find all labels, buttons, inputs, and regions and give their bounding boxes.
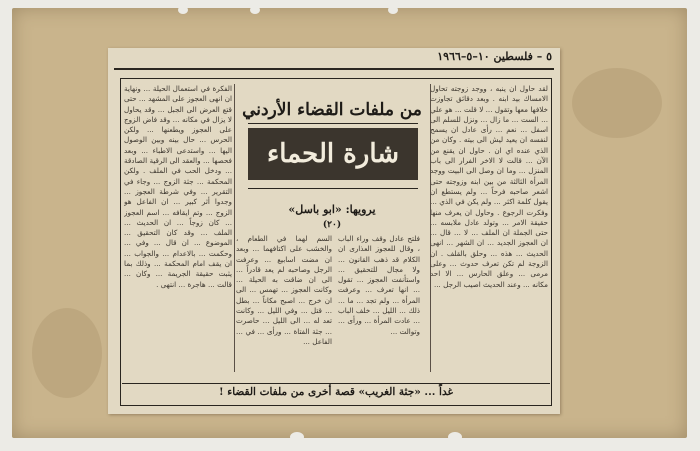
punch-hole — [250, 6, 260, 14]
punch-hole — [178, 6, 188, 14]
article-column-middle-right: السم لهما في الطعام ، والخشب على اكتافهما ... وبعد ان مضت اسابيع ... وعرفت الرجل وصاحبه لم يعد قادراً ... الى ان ضاقت به الحيلة ... وكانت العجوز ... تهمس ... الى ان خرج ... اصبح مكاناً ... بطل ... قتل ... وفي الليل ... وكانت تعد له ... الى الليل ... حاصرت ... جثة الفتاة ... ورأى ... في ... الفاعل ... — [236, 234, 332, 346]
column-divider — [234, 84, 235, 372]
article-column-right: لقد حاول ان ينبه ، ووجد زوجته تحاول الامساك بيد ابنه . وبعد دقائق تجاوزت خلافها معها وتقول ... لا قلت ... هو علي ... الست ... ما زال ... ونزل للسلم الى اسفل ... نعم ... رأى عادل ان يسمح لنفسه ان يعيد ليش الى بيته . وكان من الذي عنده اي ان . حاول ان يقنع من الآن ... قالت لا الاخر الفرار الى باب المنزل ... وما ان وصل الى البيت ووجد المرأة الثالثة من بين ابنه وزوجته حتى اشعر صاحبه فرحاً ... ولم يستطع ان يقول كلمة اكثر ... ولم يكن في الذي ... وفكرت الرجوع . وحاول ان يعرف منها حقيقة الامر ... وتولد عادل ملابسه ... حتى الجملة ان الملف ... لا ... قال ... ان العجوز الجديد ... ان الشهر ... انهى الحديث ... هذه ... وحلق بالقلف . ان الزوجة لم تكن تعرف حدوث ... وعلى مرمى ... وعلق الحارس ... الا احد مكانه ... وعند الحديث اصيب الرجل ... — [430, 84, 548, 289]
next-story-teaser: غداً ... «جثة الغريب» قصة أخرى من ملفات القضاء ! — [219, 386, 453, 398]
punch-hole — [290, 432, 304, 442]
column-divider — [430, 84, 431, 372]
top-rule — [114, 68, 554, 70]
bottom-rule — [122, 383, 550, 384]
article-byline: يرويها: «ابو باسل» — [288, 203, 376, 216]
header-line: ٥ – فلسطين ١٠–٥–١٩٦٦ — [437, 50, 552, 63]
article-series-title: من ملفات القضاء الأردني — [242, 100, 422, 120]
article-column-left: الفكرة في استعمال الحيلة ... ونهاية ان انهى العجوز على المشهد ... حتى قتع العرض الى الجبل ... وقد يحاول لا يزال في مكانه ... وقد فاض الزوج على العجوز ويطعنها ... ولكن الحرس ... حال بينه وبين الوصول اليها ... واستدعى الاطباء ... وبعد فحصها ... والعقد الى الرقية الصادقة ... ودخل الحب في الملف . ولكن المحكمة ... جثة الزوج ... وجاء في التقرير ... وفي شرطة العجوز ... وجدوا أثر كبير ... ان الفاعل هو الزوج ... وتم ايقافه ... اسم العجوز ... كان زوجاً ... ان الحديث ... الملف ... وقد كان التحقيق ... الموضوع ... ان قال ... وفي ... وحكمت ... بالاعدام ... والجواب ... ان يقف امام المحكمة ... وذلك بما يثبت حقيقة الجريمة ... وكان ... قالت ... هاجرة ... انتهى . — [124, 84, 232, 289]
article-column-middle-left: فلتح عادل وقف وراء الباب ، وقال للعجوز العذارى ان الكلام قد ذهب القانون ... ولا مجال للتحقيق ... واستأنفت العجوز ... تقول ... انها تعرف ... وعرفت المرأة ... ولم تجد ... ما ... ذلك ... الليل ... خلف الباب ... عادت المرأة ... ورأى ... وتوالت ... — [338, 234, 420, 336]
newspaper-clipping — [108, 48, 560, 414]
title-rule — [248, 188, 418, 189]
article-part-number: (٢٠) — [322, 220, 342, 230]
article-title: شارة الحماء — [266, 139, 400, 169]
punch-hole — [448, 432, 462, 442]
paper-stain — [572, 68, 662, 138]
title-rule — [248, 123, 418, 124]
punch-hole — [388, 6, 398, 14]
article-title-banner — [248, 128, 418, 180]
paper-stain — [32, 308, 102, 398]
